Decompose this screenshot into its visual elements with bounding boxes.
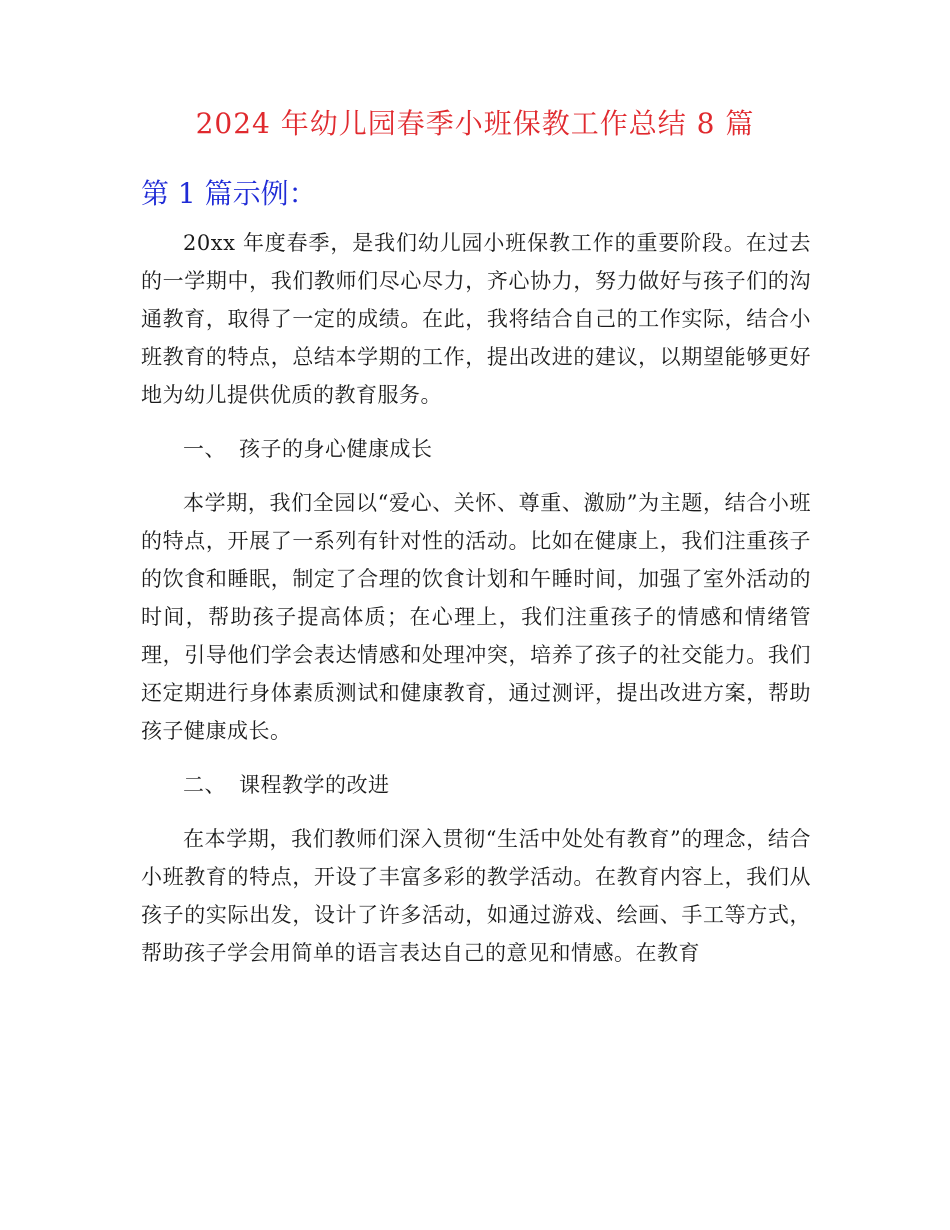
- item-heading-1: [141, 430, 811, 468]
- item-heading-2: [141, 766, 811, 804]
- item-paragraph-1: 本学期，我们全园以“爱心、关怀、尊重、激励”为主题，结合小班的特点，开展了一系列有针对性的活动。比如在健康上，我们注重孩子的饮食和睡眠，制定了合理的饮食计划和午睡时间，加强了室外活动的时间，帮助孩子提高体质；在心理上，我们注重孩子的情感和情绪管理，引导他们学会表达情感和处理冲突，培养了孩子的社交能力。我们还定期进行身体素质测试和健康教育，通过测评，提出改进方案，帮助孩子健康成长。: [141, 491, 811, 743]
- document-title: 2024 年幼儿园春季小班保教工作总结 8 篇: [195, 107, 755, 140]
- section-heading: 第 1 篇示例：: [141, 177, 317, 210]
- document-body: [141, 224, 811, 972]
- item-number: 一、: [183, 437, 226, 461]
- intro-paragraph: 20xx 年度春季，是我们幼儿园小班保教工作的重要阶段。在过去的一学期中，我们教师们尽心尽力，齐心协力，努力做好与孩子们的沟通教育，取得了一定的成绩。在此，我将结合自己的工作实际，结合小班教育的特点，总结本学期的工作，提出改进的建议，以期望能够更好地为幼儿提供优质的教育服务。: [141, 231, 811, 407]
- item-number: 二、: [183, 773, 226, 797]
- item-paragraph-2: 在本学期，我们教师们深入贯彻“生活中处处有教育”的理念，结合小班教育的特点，开设了丰富多彩的教学活动。在教育内容上，我们从孩子的实际出发，设计了许多活动，如通过游戏、绘画、手工等方式，帮助孩子学会用简单的语言表达自己的意见和情感。在教育: [141, 827, 811, 965]
- item-heading-text: 孩子的身心健康成长: [239, 437, 433, 461]
- item-heading-text: 课程教学的改进: [239, 773, 390, 797]
